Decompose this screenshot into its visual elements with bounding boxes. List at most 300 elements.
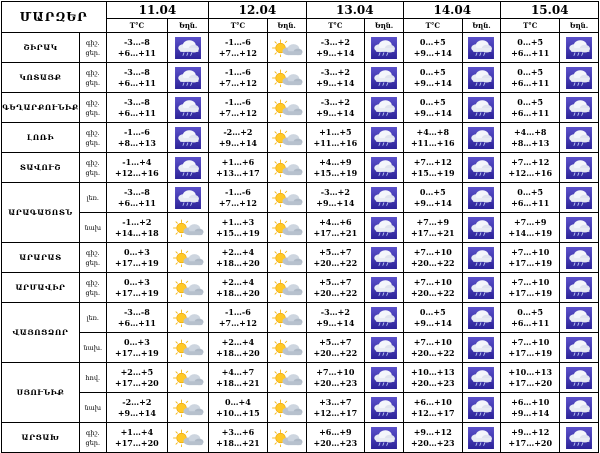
- temperature-cell: [501, 93, 559, 123]
- night-temp: 0…+5: [517, 306, 544, 317]
- cloudy-night-icon: [371, 307, 397, 329]
- cloudy-night-icon: [566, 97, 592, 119]
- cloudy-night-icon: [566, 187, 592, 209]
- row-labels: [79, 393, 106, 423]
- weather-icon-cell: [168, 363, 209, 393]
- temperature-cell: [404, 183, 462, 213]
- day-temp: +20…+22: [410, 287, 455, 298]
- day-temp: +9…+14: [316, 107, 355, 118]
- cloudy-night-icon: [566, 247, 592, 269]
- night-temp: +7…+10: [511, 246, 550, 257]
- day-temp: +11…+16: [410, 137, 455, 148]
- night-temp: -2…+2: [223, 126, 253, 137]
- temperature-cell: [209, 93, 267, 123]
- night-label: գիշ.: [85, 38, 100, 47]
- night-temp: -1…-6: [225, 306, 251, 317]
- temp-column-header: T°C: [106, 19, 168, 33]
- temperature-cell: [209, 33, 267, 63]
- night-temp: +7…+10: [413, 246, 452, 257]
- cloudy-night-icon: [371, 217, 397, 239]
- day-temp: +18…+21: [216, 437, 260, 448]
- day-label: ցեր.: [85, 438, 101, 447]
- temperature-cell: [209, 393, 267, 423]
- weather-column-header: Եղն.: [267, 19, 306, 33]
- region-row: [2, 303, 599, 333]
- region-name: ԳԵՂԱՐՔՈՒՆԻՔ: [2, 93, 80, 123]
- night-temp: +2…+4: [221, 246, 255, 257]
- region-row: [2, 393, 599, 423]
- day-temp: +6…+11: [117, 317, 156, 328]
- weather-icon-cell: [168, 213, 209, 243]
- region-name: ԿՈՏԱՅՔ: [2, 63, 80, 93]
- day-temp: +18…+20: [216, 347, 260, 358]
- row-labels: [79, 183, 106, 213]
- cloudy-night-icon: [566, 427, 592, 449]
- cloudy-night-icon: [371, 67, 397, 89]
- cloudy-night-icon: [371, 277, 397, 299]
- night-temp: 0…+5: [517, 36, 544, 47]
- partly-cloudy-sun-icon: [270, 37, 304, 59]
- weather-icon-cell: [559, 93, 598, 123]
- temperature-cell: [209, 213, 267, 243]
- day-temp: +9…+14: [413, 197, 452, 208]
- weather-icon-cell: [462, 303, 501, 333]
- night-temp: -2…+2: [122, 396, 152, 407]
- temperature-cell: [209, 123, 267, 153]
- weather-icon-cell: [267, 93, 306, 123]
- weather-icon-cell: [462, 393, 501, 423]
- temperature-cell: [106, 243, 168, 273]
- day-temp: +7…+12: [218, 317, 257, 328]
- weather-icon-cell: [168, 153, 209, 183]
- weather-icon-cell: [168, 33, 209, 63]
- row-labels: [79, 213, 106, 243]
- night-temp: +5…+7: [319, 276, 352, 287]
- day-temp: +18…+20: [216, 257, 260, 268]
- night-temp: +7…+12: [511, 156, 550, 167]
- temperature-cell: [306, 303, 364, 333]
- subarea-label: լեռ.: [86, 313, 99, 322]
- row-labels: [79, 303, 106, 333]
- weather-icon-cell: [365, 243, 404, 273]
- date-header: 12.04: [209, 2, 306, 19]
- cloudy-night-icon: [371, 337, 397, 359]
- temperature-cell: [209, 363, 267, 393]
- night-temp: +7…+10: [413, 276, 452, 287]
- day-temp: +9…+14: [218, 137, 257, 148]
- region-row: [2, 93, 599, 123]
- day-temp: +17…+19: [115, 287, 159, 298]
- cloudy-night-icon: [468, 127, 494, 149]
- night-label: գիշ.: [85, 278, 100, 287]
- temperature-cell: [501, 393, 559, 423]
- weather-icon-cell: [365, 33, 404, 63]
- temperature-cell: [209, 273, 267, 303]
- temperature-cell: [501, 273, 559, 303]
- night-temp: +4…+7: [221, 366, 255, 377]
- night-temp: +7…+9: [416, 216, 450, 227]
- weather-icon-cell: [365, 363, 404, 393]
- temperature-cell: [209, 423, 267, 453]
- day-temp: +9…+14: [316, 317, 355, 328]
- night-temp: +1…+6: [221, 156, 255, 167]
- day-temp: +17…+20: [115, 377, 159, 388]
- weather-icon-cell: [462, 123, 501, 153]
- partly-cloudy-sun-icon: [270, 277, 304, 299]
- region-row: [2, 63, 599, 93]
- night-temp: +4…+9: [319, 156, 352, 167]
- row-labels: [79, 243, 106, 273]
- night-temp: -3…+2: [320, 36, 350, 47]
- temperature-cell: [209, 303, 267, 333]
- weather-icon-cell: [365, 183, 404, 213]
- night-temp: +5…+7: [319, 246, 352, 257]
- temperature-cell: [209, 243, 267, 273]
- night-temp: -3…+2: [320, 186, 350, 197]
- weather-icon-cell: [365, 423, 404, 453]
- forecast-table: [1, 1, 599, 453]
- row-labels: [79, 93, 106, 123]
- subarea-label: նախ: [84, 403, 102, 412]
- temperature-cell: [404, 63, 462, 93]
- cloudy-night-icon: [468, 217, 494, 239]
- region-row: [2, 183, 599, 213]
- temp-column-header: T°C: [306, 19, 364, 33]
- cloudy-night-icon: [175, 97, 201, 119]
- temperature-cell: [106, 423, 168, 453]
- weather-icon-cell: [559, 423, 598, 453]
- partly-cloudy-sun-icon: [171, 367, 205, 389]
- region-row: [2, 123, 599, 153]
- night-temp: +7…+10: [511, 276, 550, 287]
- temperature-cell: [306, 183, 364, 213]
- weather-column-header: Եղն.: [168, 19, 209, 33]
- cloudy-night-icon: [468, 307, 494, 329]
- cloudy-night-icon: [175, 187, 201, 209]
- night-temp: 0…+3: [123, 276, 150, 287]
- temperature-cell: [209, 183, 267, 213]
- cloudy-night-icon: [371, 37, 397, 59]
- day-temp: +15…+19: [216, 227, 260, 238]
- partly-cloudy-sun-icon: [171, 307, 205, 329]
- night-temp: +3…+7: [319, 396, 352, 407]
- cloudy-night-icon: [468, 277, 494, 299]
- night-temp: -3…+2: [320, 96, 350, 107]
- temperature-cell: [404, 333, 462, 363]
- night-temp: +2…+4: [221, 276, 255, 287]
- night-temp: +6…+10: [413, 396, 452, 407]
- temperature-cell: [404, 393, 462, 423]
- weather-icon-cell: [559, 33, 598, 63]
- region-name: ԱՐՑԱԽ: [2, 423, 80, 453]
- weather-icon-cell: [267, 423, 306, 453]
- weather-icon-cell: [365, 303, 404, 333]
- day-temp: +12…+16: [115, 167, 159, 178]
- region-row: [2, 153, 599, 183]
- row-labels: [79, 63, 106, 93]
- night-temp: 0…+5: [419, 186, 446, 197]
- weather-icon-cell: [365, 273, 404, 303]
- day-temp: +15…+19: [410, 167, 455, 178]
- partly-cloudy-sun-icon: [270, 127, 304, 149]
- day-temp: +7…+12: [218, 47, 257, 58]
- temperature-cell: [501, 333, 559, 363]
- temperature-cell: [404, 153, 462, 183]
- weather-icon-cell: [462, 93, 501, 123]
- weather-icon-cell: [168, 393, 209, 423]
- night-temp: +2…+4: [221, 336, 255, 347]
- weather-icon-cell: [559, 123, 598, 153]
- night-temp: +5…+7: [319, 336, 352, 347]
- temperature-cell: [501, 423, 559, 453]
- weather-icon-cell: [267, 303, 306, 333]
- day-temp: +6…+11: [511, 107, 550, 118]
- partly-cloudy-sun-icon: [270, 427, 304, 449]
- weather-icon-cell: [365, 93, 404, 123]
- weather-icon-cell: [267, 153, 306, 183]
- weather-icon-cell: [559, 393, 598, 423]
- day-temp: +9…+14: [511, 407, 550, 418]
- temperature-cell: [106, 363, 168, 393]
- weather-icon-cell: [267, 183, 306, 213]
- day-temp: +9…+14: [316, 197, 355, 208]
- weather-icon-cell: [559, 183, 598, 213]
- partly-cloudy-sun-icon: [270, 247, 304, 269]
- temperature-cell: [501, 183, 559, 213]
- region-row: [2, 273, 599, 303]
- temperature-cell: [306, 93, 364, 123]
- weather-icon-cell: [267, 243, 306, 273]
- night-temp: -3…-8: [123, 186, 150, 197]
- partly-cloudy-sun-icon: [270, 157, 304, 179]
- day-temp: +18…+20: [216, 287, 260, 298]
- day-temp: +14…+18: [115, 227, 159, 238]
- night-temp: -1…+2: [122, 216, 152, 227]
- partly-cloudy-sun-icon: [171, 337, 205, 359]
- partly-cloudy-sun-icon: [270, 97, 304, 119]
- region-row: [2, 333, 599, 363]
- region-name: ԱՐԱՐԱՏ: [2, 243, 80, 273]
- night-label: գիշ.: [85, 98, 100, 107]
- temperature-cell: [404, 273, 462, 303]
- weather-column-header: Եղն.: [365, 19, 404, 33]
- night-temp: +9…+12: [413, 426, 452, 437]
- region-name: ԱՐԱԳԱԾՈՏՆ: [2, 183, 80, 243]
- temp-column-header: T°C: [501, 19, 559, 33]
- region-row: [2, 243, 599, 273]
- night-temp: +4…+8: [416, 126, 450, 137]
- day-temp: +12…+17: [410, 407, 455, 418]
- weather-icon-cell: [168, 63, 209, 93]
- day-label: ցեր.: [85, 138, 101, 147]
- partly-cloudy-sun-icon: [270, 307, 304, 329]
- cloudy-night-icon: [468, 187, 494, 209]
- partly-cloudy-sun-icon: [171, 217, 205, 239]
- night-temp: +9…+12: [511, 426, 550, 437]
- temperature-cell: [404, 243, 462, 273]
- weather-icon-cell: [168, 93, 209, 123]
- date-header: 13.04: [306, 2, 403, 19]
- day-label: ցեր.: [85, 288, 101, 297]
- cloudy-night-icon: [371, 427, 397, 449]
- day-temp: +20…+23: [410, 437, 455, 448]
- day-temp: +17…+20: [508, 377, 553, 388]
- night-temp: +4…+8: [513, 126, 547, 137]
- row-labels: [79, 363, 106, 393]
- subarea-label: նախ: [84, 223, 102, 232]
- region-row: [2, 423, 599, 453]
- day-temp: +7…+12: [218, 107, 257, 118]
- cloudy-night-icon: [468, 157, 494, 179]
- cloudy-night-icon: [566, 397, 592, 419]
- day-temp: +20…+22: [313, 347, 358, 358]
- region-name: ԱՐՄԱՎԻՐ: [2, 273, 80, 303]
- temperature-cell: [106, 33, 168, 63]
- temperature-cell: [501, 63, 559, 93]
- temperature-cell: [106, 393, 168, 423]
- row-labels: [79, 273, 106, 303]
- weather-icon-cell: [462, 333, 501, 363]
- day-temp: +17…+19: [115, 257, 159, 268]
- cloudy-night-icon: [371, 97, 397, 119]
- cloudy-night-icon: [566, 337, 592, 359]
- region-header: ՄԱՐԶԵՐ: [2, 2, 107, 33]
- region-row: [2, 213, 599, 243]
- cloudy-night-icon: [566, 37, 592, 59]
- weather-icon-cell: [168, 273, 209, 303]
- cloudy-night-icon: [566, 367, 592, 389]
- cloudy-night-icon: [566, 217, 592, 239]
- temperature-cell: [501, 213, 559, 243]
- region-name: ՇԻՐԱԿ: [2, 33, 80, 63]
- temperature-cell: [404, 303, 462, 333]
- day-temp: +9…+14: [413, 47, 452, 58]
- day-label: ցեր.: [85, 168, 101, 177]
- weather-icon-cell: [462, 363, 501, 393]
- cloudy-night-icon: [468, 97, 494, 119]
- night-temp: +10…+13: [508, 366, 553, 377]
- cloudy-night-icon: [371, 397, 397, 419]
- weather-icon-cell: [559, 363, 598, 393]
- day-temp: +9…+14: [117, 407, 156, 418]
- night-temp: -3…-8: [123, 306, 150, 317]
- temperature-cell: [306, 393, 364, 423]
- partly-cloudy-sun-icon: [270, 337, 304, 359]
- weather-icon-cell: [462, 243, 501, 273]
- night-label: գիշ.: [85, 68, 100, 77]
- night-temp: +7…+10: [316, 366, 355, 377]
- temperature-cell: [106, 153, 168, 183]
- day-label: ցեր.: [85, 48, 101, 57]
- temperature-cell: [404, 423, 462, 453]
- weather-icon-cell: [267, 273, 306, 303]
- date-header: 11.04: [106, 2, 209, 19]
- day-temp: +7…+12: [218, 77, 257, 88]
- day-temp: +6…+11: [511, 47, 550, 58]
- day-temp: +6…+11: [117, 107, 156, 118]
- cloudy-night-icon: [175, 157, 201, 179]
- day-temp: +9…+14: [413, 77, 452, 88]
- night-temp: -3…-8: [123, 66, 150, 77]
- day-temp: +6…+11: [117, 77, 156, 88]
- temperature-cell: [106, 93, 168, 123]
- day-temp: +20…+22: [410, 257, 455, 268]
- temperature-cell: [306, 153, 364, 183]
- night-temp: +2…+5: [120, 366, 154, 377]
- partly-cloudy-sun-icon: [171, 277, 205, 299]
- night-temp: 0…+5: [419, 66, 446, 77]
- night-temp: +3…+6: [221, 426, 255, 437]
- night-temp: +7…+10: [413, 336, 452, 347]
- night-temp: +7…+10: [511, 336, 550, 347]
- night-temp: -3…-8: [123, 36, 150, 47]
- temperature-cell: [106, 213, 168, 243]
- weather-icon-cell: [365, 123, 404, 153]
- day-temp: +13…+17: [216, 167, 260, 178]
- temperature-cell: [306, 123, 364, 153]
- weather-column-header: Եղն.: [462, 19, 501, 33]
- night-temp: 0…+3: [123, 336, 150, 347]
- day-temp: +7…+12: [218, 197, 257, 208]
- night-temp: 0…+5: [419, 96, 446, 107]
- temperature-cell: [404, 123, 462, 153]
- region-name: ՍՅՈՒՆԻՔ: [2, 363, 80, 423]
- night-temp: 0…+5: [517, 186, 544, 197]
- temperature-cell: [106, 123, 168, 153]
- day-temp: +12…+16: [508, 167, 553, 178]
- temp-column-header: T°C: [404, 19, 462, 33]
- weather-icon-cell: [559, 213, 598, 243]
- region-name: ԼՈՌԻ: [2, 123, 80, 153]
- temperature-cell: [404, 93, 462, 123]
- day-temp: +6…+11: [511, 77, 550, 88]
- cloudy-night-icon: [468, 37, 494, 59]
- day-temp: +18…+21: [216, 377, 260, 388]
- day-temp: +6…+11: [511, 317, 550, 328]
- day-temp: +17…+21: [410, 227, 455, 238]
- night-temp: -1…-6: [225, 36, 251, 47]
- weather-icon-cell: [168, 183, 209, 213]
- temperature-cell: [209, 63, 267, 93]
- weather-icon-cell: [365, 333, 404, 363]
- night-temp: -1…-6: [225, 66, 251, 77]
- partly-cloudy-sun-icon: [270, 67, 304, 89]
- cloudy-night-icon: [175, 67, 201, 89]
- weather-icon-cell: [267, 33, 306, 63]
- temperature-cell: [306, 333, 364, 363]
- night-label: գիշ.: [85, 128, 100, 137]
- weather-icon-cell: [267, 363, 306, 393]
- weather-icon-cell: [559, 63, 598, 93]
- cloudy-night-icon: [468, 247, 494, 269]
- night-temp: -1…+4: [122, 156, 152, 167]
- temperature-cell: [501, 123, 559, 153]
- day-temp: +9…+14: [316, 77, 355, 88]
- night-temp: -1…-6: [225, 186, 251, 197]
- partly-cloudy-sun-icon: [270, 217, 304, 239]
- partly-cloudy-sun-icon: [270, 397, 304, 419]
- day-temp: +6…+11: [511, 197, 550, 208]
- cloudy-night-icon: [566, 157, 592, 179]
- weather-icon-cell: [365, 213, 404, 243]
- day-temp: +17…+19: [508, 257, 553, 268]
- weather-icon-cell: [462, 63, 501, 93]
- weather-icon-cell: [267, 333, 306, 363]
- day-temp: +6…+11: [117, 197, 156, 208]
- night-temp: -3…+2: [320, 306, 350, 317]
- temperature-cell: [404, 33, 462, 63]
- temperature-cell: [306, 363, 364, 393]
